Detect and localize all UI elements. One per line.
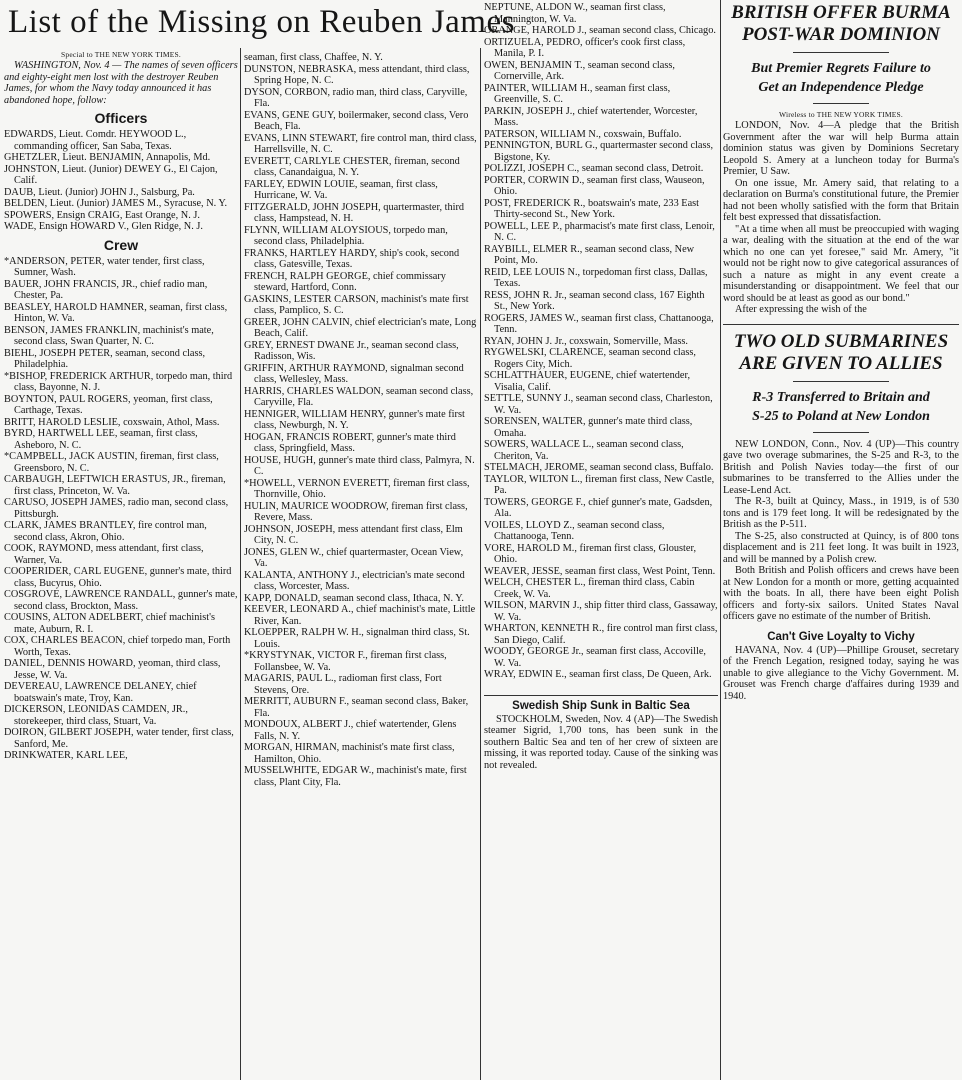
officer-entry: WADE, Ensign HOWARD V., Glen Ridge, N. J.: [4, 221, 203, 232]
crew-entry: BYRD, HARTWELL LEE, seaman, first class, Asheboro, N. C.: [4, 428, 198, 451]
crew-entry: FLYNN, WILLIAM ALOYSIOUS, torpedo man, second class, Philadelphia.: [244, 224, 448, 247]
crew-entry: HULIN, MAURICE WOODROW, fireman first class, Revere, Mass.: [244, 500, 468, 523]
crew-entry: FRENCH, RALPH GEORGE, chief commissary steward, Hartford, Conn.: [244, 270, 446, 293]
crew-entry: MONDOUX, ALBERT J., chief watertender, Glens Falls, N. Y.: [244, 719, 457, 742]
vichy-headline: Can't Give Loyalty to Vichy: [767, 630, 915, 643]
crew-entry: RESS, JOHN R. Jr., seaman second class, 167 Eighth St., New York.: [484, 289, 705, 312]
column-3: [484, 2, 718, 1080]
crew-entry: DYSON, CORBON, radio man, third class, Caryville, Fla.: [244, 86, 468, 109]
crew-entry: PARKIN, JOSEPH J., chief watertender, Worcester, Mass.: [484, 105, 698, 128]
crew-entry: NEPTUNE, ALDON W., seaman first class, Mannington, W. Va.: [484, 2, 666, 25]
crew-entry: TOWERS, GEORGE F., chief gunner's mate, Gadsden, Ala.: [484, 496, 713, 519]
subs-p3: The S-25, also constructed at Quincy, is of 800 tons displacement and is 211 feet long. It was built in 1923, and will be manned by a Polish crew.: [723, 530, 959, 565]
crew-entry: FITZGERALD, JOHN JOSEPH, quartermaster, third class, Hampstead, N. H.: [244, 201, 465, 224]
divider: [813, 103, 869, 104]
crew-entry: FARLEY, EDWIN LOUIE, seaman, first class, Hurricane, W. Va.: [244, 178, 438, 201]
crew-entry: WELCH, CHESTER L., fireman third class, Cabin Creek, W. Va.: [484, 577, 695, 600]
crew-list-col2: [244, 52, 478, 788]
crew-entry: STELMACH, JEROME, seaman second class, Buffalo.: [484, 462, 714, 473]
crew-entry: PAINTER, WILLIAM H., seaman first class, Greenville, S. C.: [484, 82, 671, 105]
crew-entry: SCHLATTHAUER, EUGENE, chief watertender, Visalia, Calif.: [484, 370, 691, 393]
crew-entry: DUNSTON, NEBRASKA, mess attendant, third class, Spring Hope, N. C.: [244, 63, 470, 86]
column-1: [4, 50, 238, 1080]
crew-entry: JOHNSON, JOSEPH, mess attendant first class, Elm City, N. C.: [244, 523, 463, 546]
crew-entry: MERRITT, AUBURN F., seaman second class, Baker, Fla.: [244, 696, 469, 719]
crew-entry: RYGWELSKI, CLARENCE, seaman second class, Rogers City, Mich.: [484, 347, 696, 370]
crew-entry: HARRIS, CHARLES WALDON, seaman second class, Caryville, Fla.: [244, 385, 474, 408]
column-4: [723, 2, 959, 1080]
crew-entry: EVANS, GENE GUY, boilermaker, second class, Vero Beach, Fla.: [244, 109, 469, 132]
crew-entry: JONES, GLEN W., chief quartermaster, Ocean View, Va.: [244, 546, 464, 569]
column-2: [244, 52, 478, 1080]
crew-entry: CARBAUGH, LEFTWICH ERASTUS, JR., fireman, first class, Princeton, W. Va.: [4, 474, 226, 497]
subs-p4: Both British and Polish officers and crews have been at New London for a month or more, getting acquainted with the boats. In all, there have been eight Polish officers and forty-six sailors. United States Naval officers gave no estimate of the number of British.: [723, 565, 959, 622]
swedish-headline: Swedish Ship Sunk in Baltic Sea: [512, 699, 690, 712]
crew-entry: BRITT, HAROLD LESLIE, coxswain, Athol, Mass.: [4, 416, 220, 428]
burma-headline-2: POST-WAR DOMINION: [742, 24, 940, 45]
crew-entry: MAGARIS, PAUL L., radioman first class, Fort Stevens, Ore.: [244, 673, 442, 696]
crew-entry: SETTLE, SUNNY J., seaman second class, Charleston, W. Va.: [484, 393, 713, 416]
crew-entry: MORGAN, HIRMAN, machinist's mate first class, Hamilton, Ohio.: [244, 742, 455, 765]
officer-entry: GHETZLER, Lieut. BENJAMIN, Annapolis, Md.: [4, 152, 211, 163]
crew-entry: ORTIZUELA, PEDRO, officer's cook first class, Manila, P. I.: [484, 36, 686, 59]
crew-entry: PATERSON, WILLIAM N., coxswain, Buffalo.: [484, 128, 682, 140]
crew-entry: GREY, ERNEST DWANE Jr., seaman second class, Radisson, Wis.: [244, 339, 459, 362]
crew-entry: WHARTON, KENNETH R., fire control man first class, San Diego, Calif.: [484, 623, 718, 646]
crew-entry: VOILES, LLOYD Z., seaman second class, Chattanooga, Tenn.: [484, 519, 665, 542]
swedish-text: STOCKHOLM, Sweden, Nov. 4 (AP)—The Swedish steamer Sigrid, 1,700 tons, has been sunk in the southern Baltic Sea and ten of her crew of sixteen are missing, it was reported today. Cause of the sinking was not revealed.: [484, 713, 718, 771]
crew-entry: WRAY, EDWIN E., seaman first class, De Queen, Ark.: [484, 669, 712, 680]
crew-entry: HENNIGER, WILLIAM HENRY, gunner's mate first class, Newburgh, N. Y.: [244, 408, 465, 431]
crew-entry: seaman, first class, Chaffee, N. Y.: [244, 52, 383, 63]
crew-entry: DRINKWATER, KARL LEE,: [4, 750, 128, 761]
divider: [723, 324, 959, 325]
officer-entry: SPOWERS, Ensign CRAIG, East Orange, N. J.: [4, 209, 200, 221]
crew-entry: *ANDERSON, PETER, water tender, first class, Sumner, Wash.: [4, 255, 205, 278]
burma-p1: LONDON, Nov. 4—A pledge that the British Government after the war will help Burma attain dominion status was given by Dominions Secretary Leopold S. Amery at a luncheon today for Burma's Premier, U Saw.: [723, 120, 959, 177]
crew-entry: ORANGE, HAROLD J., seaman second class, Chicago.: [484, 25, 716, 36]
crew-entry: DICKERSON, LEONIDAS CAMDEN, JR., storekeeper, third class, Stuart, Va.: [4, 704, 188, 727]
crew-entry: GREER, JOHN CALVIN, chief electrician's mate, Long Beach, Calif.: [244, 316, 477, 339]
crew-list-col3: [484, 2, 718, 681]
burma-deck-1: But Premier Regrets Failure to: [751, 61, 931, 76]
divider: [484, 695, 718, 696]
burma-p2: On one issue, Mr. Amery said, that relating to a declaration on Burma's constitutional future, the Premier had not been wholly satisfied with the form that Britain felt best expressed that dissatisfaction.: [723, 177, 959, 223]
burma-credit: Wireless to THE NEW YORK TIMES.: [779, 110, 903, 119]
crew-entry: EVANS, LINN STEWART, fire control man, third class, Harrellsville, N. C.: [244, 132, 477, 155]
crew-entry: CARUSO, JOSEPH JAMES, radio man, second class, Pittsburgh.: [4, 497, 229, 520]
crew-entry: COOK, RAYMOND, mess attendant, first class, Warner, Va.: [4, 543, 204, 566]
subs-p2: The R-3, built at Quincy, Mass., in 1919, is of 530 tons and is 179 feet long. It will be redesignated by the British as the P-511.: [723, 496, 959, 530]
crew-entry: WEAVER, JESSE, seaman first class, West Point, Tenn.: [484, 565, 716, 577]
crew-entry: DEVEREAU, LAWRENCE DELANEY, chief boatswain's mate, Troy, Kan.: [4, 681, 197, 704]
divider: [813, 432, 869, 433]
main-headline: List of the Missing on Reuben James: [8, 4, 515, 40]
crew-entry: REID, LEE LOUIS N., torpedoman first class, Dallas, Texas.: [484, 266, 708, 289]
crew-entry: BIEHL, JOSEPH PETER, seaman, second class, Philadelphia.: [4, 347, 206, 370]
crew-entry: BOYNTON, PAUL ROGERS, yeoman, first class, Carthage, Texas.: [4, 393, 213, 416]
intro-paragraph: WASHINGTON, Nov. 4 — The names of seven officers and eighty-eight men lost with the destroyer Reuben James, for whom the Navy today announced it has abandoned hope, follow:: [4, 60, 238, 106]
officer-entry: JOHNSTON, Lieut. (Junior) DEWEY G., El Cajon, Calif.: [4, 163, 218, 186]
burma-p3: "At a time when all must be preoccupied with waging a war, dealing with the situation at the end of the war which no one can yet foresee," said Mr. Amery, "it would not be right now to give categorical assurances of such a nature as might in any event create a misunderstanding or disappointment. We feel that our word should be at least as good as our bond.": [723, 223, 959, 304]
crew-entry: BAUER, JOHN FRANCIS, JR., chief radio man, Chester, Pa.: [4, 278, 208, 301]
burma-p4: After expressing the wish of the: [735, 304, 867, 315]
crew-entry: DOIRON, GILBERT JOSEPH, water tender, first class, Sanford, Me.: [4, 727, 234, 750]
subs-deck-1: R-3 Transferred to Britain and: [752, 389, 930, 405]
special-credit: Special to THE NEW YORK TIMES.: [61, 50, 181, 59]
subs-deck-2: S-25 to Poland at New London: [752, 408, 930, 424]
crew-entry: *HOWELL, VERNON EVERETT, fireman first class, Thornville, Ohio.: [244, 477, 470, 500]
crew-entry: BEASLEY, HAROLD HAMNER, seaman, first class, Hinton, W. Va.: [4, 301, 228, 324]
crew-entry: RYAN, JOHN J. Jr., coxswain, Somerville, Mass.: [484, 335, 688, 347]
crew-list-col1: [4, 256, 238, 762]
crew-entry: FRANKS, HARTLEY HARDY, ship's cook, second class, Gatesville, Texas.: [244, 247, 460, 270]
crew-entry: BENSON, JAMES FRANKLIN, machinist's mate, second class, Swan Quarter, N. C.: [4, 324, 214, 347]
crew-entry: CLARK, JAMES BRANTLEY, fire control man, second class, Akron, Ohio.: [4, 520, 207, 543]
subs-headline-2: ARE GIVEN TO ALLIES: [739, 352, 943, 374]
crew-entry: KAPP, DONALD, seaman second class, Ithaca, N. Y.: [244, 592, 464, 604]
officer-entry: BELDEN, Lieut. (Junior) JAMES M., Syracuse, N. Y.: [4, 198, 228, 209]
crew-entry: *CAMPBELL, JACK AUSTIN, fireman, first class, Greensboro, N. C.: [4, 451, 219, 474]
subs-headline-1: TWO OLD SUBMARINES: [733, 330, 949, 352]
crew-entry: PENNINGTON, BURL G., quartermaster second class, Bigstone, Ky.: [484, 140, 714, 163]
crew-entry: RAYBILL, ELMER R., seaman second class, New Point, Mo.: [484, 243, 695, 266]
crew-entry: COUSINS, ALTON ADELBERT, chief machinist's mate, Auburn, R. I.: [4, 612, 215, 635]
column-rule: [720, 0, 721, 1080]
crew-entry: POWELL, LEE P., pharmacist's mate first class, Lenoir, N. C.: [484, 220, 715, 243]
burma-headline-1: BRITISH OFFER BURMA: [731, 2, 951, 23]
crew-entry: WILSON, MARVIN J., ship fitter third class, Gassaway, W. Va.: [484, 600, 718, 623]
crew-entry: *BISHOP, FREDERICK ARTHUR, torpedo man, third class, Bayonne, N. J.: [4, 370, 233, 393]
column-rule: [480, 48, 481, 1080]
crew-entry: KEEVER, LEONARD A., chief machinist's mate, Little River, Kan.: [244, 604, 476, 627]
officer-entry: EDWARDS, Lieut. Comdr. HEYWOOD L., commanding officer, San Saba, Texas.: [4, 129, 187, 152]
crew-entry: HOUSE, HUGH, gunner's mate third class, Palmyra, N. C.: [244, 454, 475, 477]
crew-entry: *KRYSTYNAK, VICTOR F., fireman first class, Follansbee, W. Va.: [244, 650, 447, 673]
officers-list: [4, 129, 238, 233]
vichy-text: HAVANA, Nov. 4 (UP)—Phillipe Grouset, secretary of the French Legation, resigned today, saying he was unable to give allegiance to the Vichy Government. M. Grouset was French charge d'affaires during 1939 and 1940.: [723, 644, 959, 702]
crew-entry: SOWERS, WALLACE L., seaman second class, Cheriton, Va.: [484, 439, 684, 462]
divider: [793, 52, 889, 53]
crew-entry: SORENSEN, WALTER, gunner's mate third class, Omaha.: [484, 416, 693, 439]
crew-entry: OWEN, BENJAMIN T., seaman second class, Cornerville, Ark.: [484, 59, 675, 82]
crew-entry: GASKINS, LESTER CARSON, machinist's mate first class, Pamplico, S. C.: [244, 293, 469, 316]
crew-entry: DANIEL, DENNIS HOWARD, yeoman, third class, Jesse, W. Va.: [4, 658, 221, 681]
crew-entry: WOODY, GEORGE Jr., seaman first class, Accoville, W. Va.: [484, 646, 707, 669]
officer-entry: DAUB, Lieut. (Junior) JOHN J., Salsburg, Pa.: [4, 186, 195, 198]
officers-heading: Officers: [94, 110, 148, 126]
crew-entry: COSGROVE, LAWRENCE RANDALL, gunner's mate, second class, Brockton, Mass.: [4, 589, 238, 612]
crew-entry: HOGAN, FRANCIS ROBERT, gunner's mate third class, Springfield, Mass.: [244, 431, 456, 454]
crew-entry: POLIZZI, JOSEPH C., seaman second class, Detroit.: [484, 163, 704, 174]
crew-entry: KLOEPPER, RALPH W. H., signalman third class, St. Louis.: [244, 627, 470, 650]
crew-entry: ROGERS, JAMES W., seaman first class, Chattanooga, Tenn.: [484, 312, 714, 335]
crew-entry: EVERETT, CARLYLE CHESTER, fireman, second class, Canandaigua, N. Y.: [244, 155, 460, 178]
column-rule: [240, 48, 241, 1080]
crew-entry: COX, CHARLES BEACON, chief torpedo man, Forth Worth, Texas.: [4, 635, 231, 658]
crew-entry: COOPERIDER, CARL EUGENE, gunner's mate, third class, Bucyrus, Ohio.: [4, 566, 232, 589]
crew-entry: TAYLOR, WILTON L., fireman first class, New Castle, Pa.: [484, 473, 715, 496]
divider: [793, 381, 889, 382]
crew-entry: GRIFFIN, ARTHUR RAYMOND, signalman second class, Wellesley, Mass.: [244, 362, 464, 385]
crew-entry: PORTER, CORWIN D., seaman first class, Wauseon, Ohio.: [484, 174, 705, 197]
crew-heading: Crew: [103, 236, 139, 253]
crew-entry: KALANTA, ANTHONY J., electrician's mate second class, Worcester, Mass.: [244, 569, 465, 592]
crew-entry: MUSSELWHITE, EDGAR W., machinist's mate, first class, Plant City, Fla.: [244, 765, 467, 788]
crew-entry: POST, FREDERICK R., boatswain's mate, 233 East Thirty-second St., New York.: [484, 197, 700, 220]
burma-deck-2: Get an Independence Pledge: [758, 80, 924, 95]
crew-entry: VORE, HAROLD M., fireman first class, Glouster, Ohio.: [484, 542, 697, 565]
subs-p1: NEW LONDON, Conn., Nov. 4 (UP)—This country gave two overage submarines, the S-25 and R-3, to the British and Polish Navies today—the first of our submarines to be transferred to the Allies under the Lease-Lend Act.: [723, 438, 959, 496]
